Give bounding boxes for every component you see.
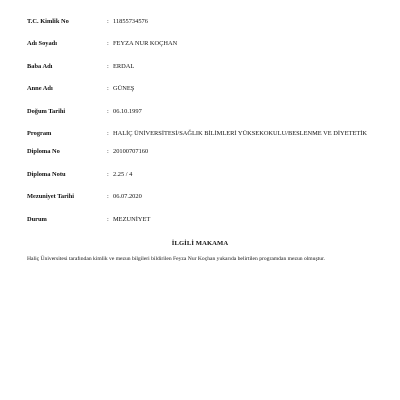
field-separator: : — [107, 40, 109, 48]
field-value: FEYZA NUR KOÇHAN — [113, 40, 178, 48]
field-value: MEZUNİYET — [113, 215, 151, 223]
graduate-info-fields — [27, 18, 372, 238]
field-value: HALİÇ ÜNİVERSİTESİ/SAĞLIK BİLİMLERİ YÜKSEKOKULU/BESLENME VE DİYETETİK — [113, 130, 368, 138]
field-row-diploma-no — [27, 148, 372, 155]
field-value: 2.25 / 4 — [113, 170, 133, 178]
field-separator: : — [107, 62, 109, 70]
field-separator: : — [107, 107, 109, 115]
field-value: 06.10.1997 — [113, 107, 142, 115]
field-separator: : — [107, 85, 109, 93]
field-label: Anne Adı — [27, 85, 53, 93]
field-label: T.C. Kimlik No — [27, 18, 69, 25]
field-label: Diploma No — [27, 148, 60, 156]
field-separator: : — [107, 215, 109, 223]
document-heading: İLGİLİ MAKAMA — [171, 240, 229, 247]
field-label: Baba Adı — [27, 62, 53, 70]
field-separator: : — [107, 193, 109, 201]
field-row-program — [27, 130, 372, 137]
field-row-tc-kimlik-no — [27, 18, 372, 25]
field-label: Doğum Tarihi — [27, 107, 66, 115]
field-label: Durum — [27, 215, 47, 223]
field-separator: : — [107, 148, 109, 156]
field-separator: : — [107, 130, 109, 138]
field-value: 20100707160 — [113, 148, 149, 156]
field-label: Program — [27, 130, 52, 138]
field-row-mezuniyet-tarihi — [27, 193, 372, 200]
field-row-diploma-notu — [27, 171, 372, 178]
field-label: Mezuniyet Tarihi — [27, 193, 75, 201]
document-body-text: Haliç Üniversitesi tarafından kimlik ve mezun bilgileri bildirilen Feyza Nur Koçhan yukarıda belirtilen programdan mezun olmuştur. — [27, 256, 325, 262]
field-row-dogum-tarihi — [27, 108, 372, 115]
field-label: Diploma Notu — [27, 170, 66, 178]
field-row-anne-adi — [27, 85, 372, 92]
field-value: 11855734576 — [113, 18, 148, 25]
field-row-durum — [27, 216, 372, 223]
field-value: 06.07.2020 — [113, 193, 142, 201]
field-value: ERDAL — [113, 62, 135, 70]
field-row-baba-adi — [27, 63, 372, 70]
field-row-adi-soyadi — [27, 40, 372, 47]
field-separator: : — [107, 170, 109, 178]
field-label: Adı Soyadı — [27, 40, 58, 48]
field-value: GÜNEŞ — [113, 85, 135, 93]
field-separator: : — [107, 18, 109, 25]
